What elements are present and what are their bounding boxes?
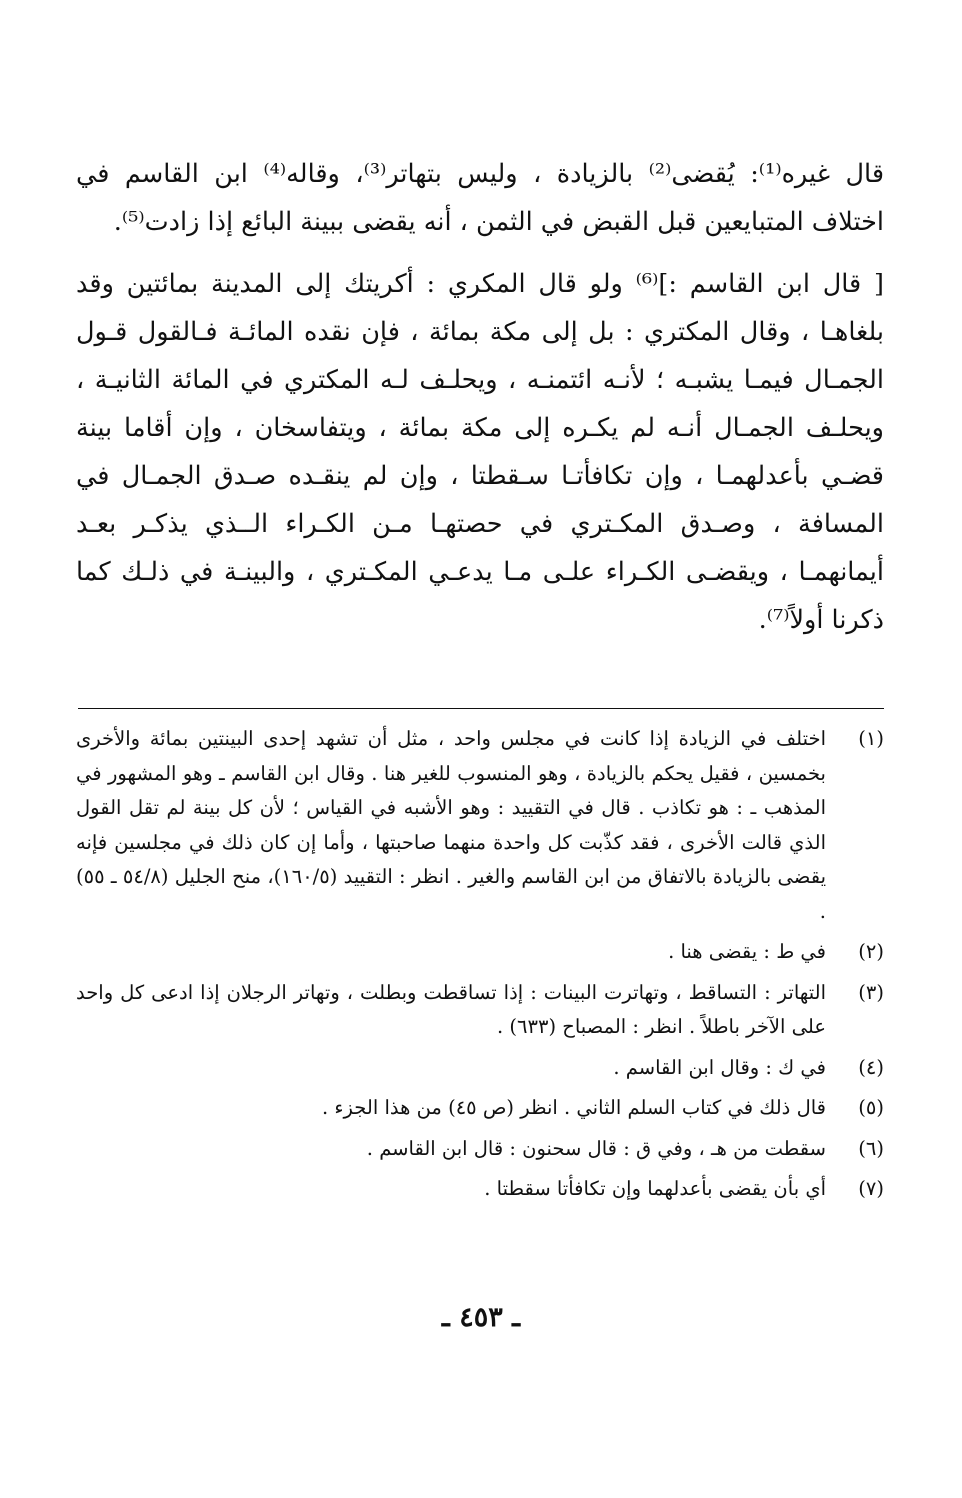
footnote-number: (٦) xyxy=(858,1136,884,1160)
footnote-text: التهاتر : التساقط ، وتهاترت البينات : إذا تساقطت وبطلت ، وتهاتر الرجلان إذا ادعى كل واحد على الآخر باطلاً . انظر : المصباح (٦٣٣) . xyxy=(76,980,826,1038)
paragraph-2: [ قال ابن القاسم :]⁽⁶⁾ ولو قال المكري : أكريتك إلى المدينة بمائتين وقد بلغاهـا ، وقال المكتري : بل إلى مكة بمائة ، فإن نقده المائـة فـالقول قـول الجمـال فيمـا يشبـه ؛ لأنـه ائتمنـه ، ويحلـف لـه المكتري في المائة الثانيـة ، ويحلـف الجمـال أنـه لم يكـره إلى مكة بمائة ، ويتفاسخان ، وإن أقاما بينة قضـي بأعدلهمـا ، وإن تكافأتـا سـقطتا ، وإن لم ينقـده صـدق الجمـال في المسافة ، وصـدق المكـتري في حصتهـا مـن الكـراء الــذي يذكـر بعـد أيمانهمـا ، ويقضـى الكـراء علـى مـا يدعـي المكـتري ، والبينـة في ذلـك كما ذكرنا أولاً⁽⁷⁾. xyxy=(76,269,884,635)
footnote-divider xyxy=(78,708,884,709)
footnote-text: سقطت من هـ ، وفي ق : قال سحنون : قال ابن القاسم . xyxy=(366,1136,826,1160)
footnote-text: قال ذلك في كتاب السلم الثاني . انظر (ص ٤٥) من هذا الجزء . xyxy=(321,1096,826,1119)
footnote-number: (٥) xyxy=(858,1096,884,1119)
footnote-number: (٧) xyxy=(858,1177,884,1200)
footnote-number: (٢) xyxy=(858,940,884,963)
footnote-4 xyxy=(76,1051,884,1086)
footnote-number: (٣) xyxy=(858,980,884,1004)
footnote-text: في ط : يقضى هنا . xyxy=(668,940,826,963)
footnote-2 xyxy=(76,935,884,970)
footnote-text: اختلف في الزيادة إذا كانت في مجلس واحد ، مثل أن تشهد إحدى البينتين بمائة والأخرى بخمسين ، فقيل يحكم بالزيادة ، وهو المنسوب للغير هنا . وقال ابن القاسم ـ وهو المشهور في المذهب ـ : هو تكاذب . قال في التقييد : وهو الأشبه في القياس ؛ لأن كل بينة لم تقل القول الذي قالت الأخرى ، فقد كذّبت كل واحدة منهما صاحبتها ، وأما إن كان ذلك في مجلسين فإنه يقضى بالزيادة بالاتفاق من ابن القاسم والغير . انظر : التقييد (١٦٠/٥)، منح الجليل (٥٤/٨ ـ ٥٥) . xyxy=(76,727,826,923)
footnote-7 xyxy=(76,1172,884,1207)
footnotes xyxy=(76,722,884,1213)
footnote-1 xyxy=(76,722,884,929)
footnote-5 xyxy=(76,1091,884,1126)
footnote-number: (٤) xyxy=(858,1055,884,1079)
paragraph-1: قال غيره⁽¹⁾: يُقضى⁽²⁾ بالزيادة ، وليس بتهاتر⁽³⁾، وقاله⁽⁴⁾ ابن القاسم في اختلاف المتبايعين قبل القبض في الثمن ، أنه يقضى ببينة البائع إذا زادت⁽⁵⁾. xyxy=(76,159,885,237)
footnote-text: في ك : وقال ابن القاسم . xyxy=(613,1055,826,1079)
footnote-number: (١) xyxy=(858,727,884,750)
footnote-text: أي بأن يقضى بأعدلهما وإن تكافأتا سقطتا . xyxy=(484,1177,826,1200)
main-text xyxy=(76,150,884,644)
footnote-6 xyxy=(76,1132,884,1167)
footnote-3 xyxy=(76,976,884,1045)
page-number: ـ ٤٥٣ ـ xyxy=(441,1302,521,1333)
